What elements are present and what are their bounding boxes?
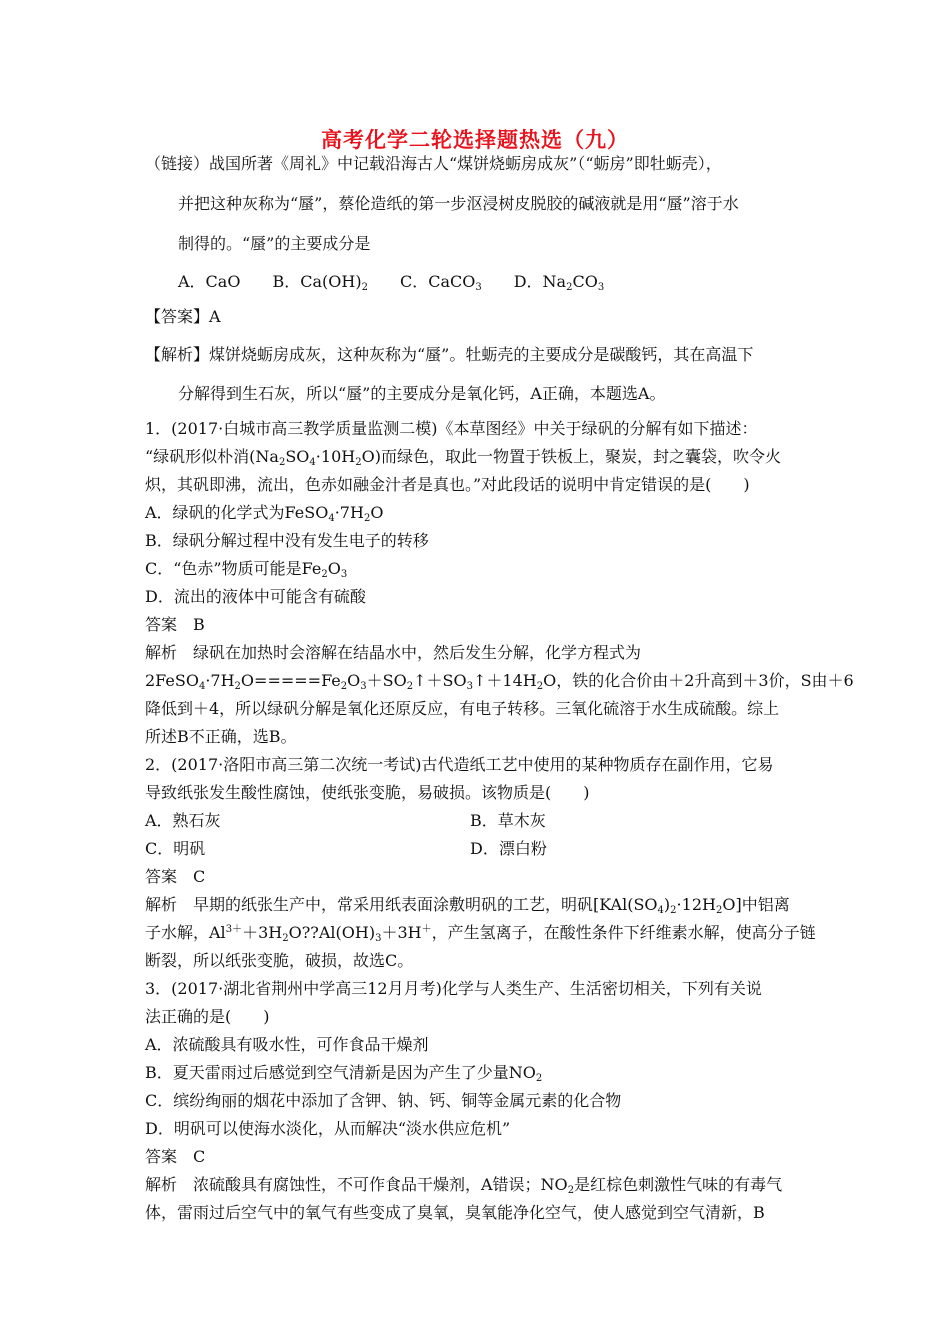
q1-stem-line: 炽，其矾即沸，流出，色赤如融金汁者是真也。”对此段话的说明中肯定错误的是( ) bbox=[145, 475, 750, 494]
page-title: 高考化学二轮选择题热选（九） bbox=[321, 127, 629, 152]
q2-stem-line: 2．(2017·洛阳市高三第二次统一考试)古代造纸工艺中使用的某种物质存在副作用，它易 bbox=[145, 755, 774, 774]
intro-question-line: （链接）战国所著《周礼》中记载沿海古人“煤饼烧蛎房成灰”（“蛎房”即牡蛎壳）， bbox=[145, 154, 722, 173]
intro-question-line: 制得的。“蜃”的主要成分是 bbox=[178, 234, 371, 253]
option-d: D．$Na_2CO_3$ bbox=[513, 272, 605, 293]
q3-option-d: D．明矾可以使海水淡化，从而解决“淡水供应危机” bbox=[145, 1119, 511, 1138]
q1-stem-line: “绿矾形似朴消$(Na_2SO_4\cdot 10H_2O)$而绿色，取此一物置于铁板上，聚炭，封之囊袋，吹令火 bbox=[145, 447, 781, 468]
q2-analysis-line: 解析 早期的纸张生产中，常采用纸表面涂敷明矾的工艺，明矾$[KAl(SO_4)_2\cdot 12H_2O]$中铝离 bbox=[145, 895, 790, 916]
q1-stem-line: 1．(2017·白城市高三教学质量监测二模)《本草图经》中关于绿矾的分解有如下描述： bbox=[145, 419, 758, 438]
option-a: A．CaO bbox=[178, 272, 241, 291]
q2-analysis-line: 断裂，所以纸张变脆，破损，故选C。 bbox=[145, 951, 414, 970]
q3-stem-line: 法正确的是( ) bbox=[145, 1007, 270, 1026]
q1-answer: 答案 B bbox=[145, 615, 205, 634]
q3-stem-line: 3．(2017·湖北省荆州中学高三12月月考)化学与人类生产、生活密切相关，下列有关说 bbox=[145, 979, 762, 998]
q3-answer: 答案 C bbox=[145, 1147, 206, 1166]
q2-option-c: C．明矾 bbox=[145, 839, 206, 858]
option-c: C．CaCO$_3$ bbox=[399, 272, 482, 293]
q3-option-b: B．夏天雷雨过后感觉到空气清新是因为产生了少量$NO_2$ bbox=[145, 1063, 543, 1084]
q1-analysis-line: 所述B不正确，选B。 bbox=[145, 727, 297, 746]
q1-analysis-line: $2FeSO_4\cdot 7H_2O=====Fe_2O_3+SO_2↑+SO_3↑+14H_2O$，铁的化合价由＋2升高到＋3价，S由＋6 bbox=[145, 671, 854, 692]
q1-option-a: A．绿矾的化学式为$FeSO_4\cdot 7H_2O$ bbox=[145, 503, 384, 524]
intro-analysis-line: 【解析】煤饼烧蛎房成灰，这种灰称为“蜃”。牡蛎壳的主要成分是碳酸钙，其在高温下 bbox=[145, 345, 754, 364]
intro-answer: 【答案】A bbox=[145, 307, 221, 326]
q1-analysis-line: 解析 绿矾在加热时会溶解在结晶水中，然后发生分解，化学方程式为 bbox=[145, 643, 642, 662]
intro-analysis-line: 分解得到生石灰，所以“蜃”的主要成分是氧化钙，A正确，本题选A。 bbox=[178, 384, 666, 403]
q2-option-d: D．漂白粉 bbox=[470, 839, 547, 858]
q3-option-a: A．浓硫酸具有吸水性，可作食品干燥剂 bbox=[145, 1035, 429, 1054]
q2-stem-line: 导致纸张发生酸性腐蚀，使纸张变脆，易破损。该物质是( ) bbox=[145, 783, 590, 802]
q1-option-b: B．绿矾分解过程中没有发生电子的转移 bbox=[145, 531, 429, 550]
option-b: B．$Ca(OH)_2$ bbox=[272, 272, 368, 293]
q3-option-c: C．缤纷绚丽的烟花中添加了含钾、钠、钙、铜等金属元素的化合物 bbox=[145, 1091, 622, 1110]
q3-analysis-line: 解析 浓硫酸具有腐蚀性，不可作食品干燥剂，A错误；$NO_2$是红棕色刺激性气味的有毒气 bbox=[145, 1175, 783, 1196]
q2-analysis-line: 子水解，$Al^{3+}+3H_2O??Al(OH)_3+3H^+$，产生氢离子，在酸性条件下纤维素水解，使高分子链 bbox=[145, 923, 816, 944]
q3-analysis-line: 体，雷雨过后空气中的氧气有些变成了臭氧，臭氧能净化空气，使人感觉到空气清新，B bbox=[145, 1203, 765, 1222]
q2-option-a: A．熟石灰 bbox=[145, 811, 221, 830]
q1-option-d: D．流出的液体中可能含有硫酸 bbox=[145, 587, 366, 606]
q1-option-c: C．“色赤”物质可能是$Fe_2O_3$ bbox=[145, 559, 348, 580]
q2-option-b: B．草木灰 bbox=[470, 811, 546, 830]
q1-analysis-line: 降低到＋4，所以绿矾分解是氧化还原反应，有电子转移。三氧化硫溶于水生成硫酸。综上 bbox=[145, 699, 780, 718]
intro-question-line: 并把这种灰称为“蜃”，蔡伦造纸的第一步沤浸树皮脱胶的碱液就是用“蜃”溶于水 bbox=[178, 194, 739, 213]
intro-options bbox=[178, 272, 604, 292]
q2-answer: 答案 C bbox=[145, 867, 206, 886]
